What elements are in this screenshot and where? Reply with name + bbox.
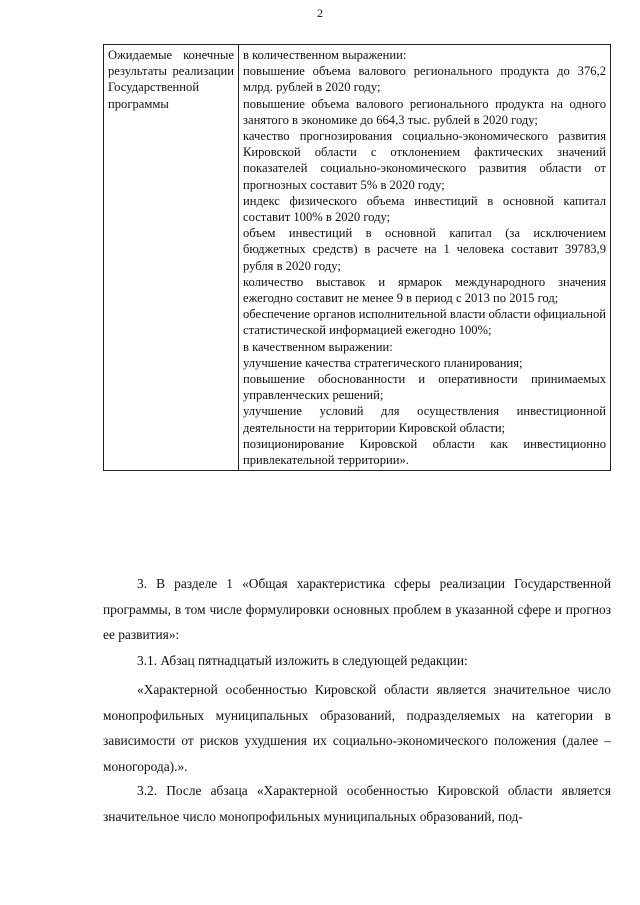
goal-line: повышение объема валового регионального продукта на одного занятого в экономике до 664,3 тыс. рублей в 2020 году; [243,96,606,127]
goal-line: улучшение качества стратегического планирования; [243,355,523,370]
goals-table [103,44,611,471]
paragraph-text: 3.2. После абзаца «Характерной особенностью Кировской области является значительное число монопрофильных муниципальных образований, под- [103,783,611,824]
goal-line: улучшение условий для осуществления инвестиционной деятельности на территории Кировской области; [243,404,606,435]
goals-values-cell [239,45,611,471]
section-3-paragraph [103,571,611,648]
goal-line: в количественном выражении: [243,48,407,62]
page-number: 2 [317,6,323,20]
goal-line: качество прогнозирования социально-экономического развития Кировской области с отклонением фактических значений показателей социально-экономического развития области от прогнозных составит 5% в 2020 году; [243,129,606,192]
goal-line: в качественном выражении: [243,339,393,354]
goals-label-cell: Ожидаемые конечные результаты реализации Государственной программы [104,45,239,471]
section-3-1-paragraph [103,648,611,674]
paragraph-text: 3.1. Абзац пятнадцатый изложить в следующей редакции: [137,653,468,668]
goal-line: повышение обоснованности и оперативности принимаемых управленческих решений; [243,372,606,403]
goal-line: количество выставок и ярмарок международного значения ежегодно составит не менее 9 в период с 2013 по 2015 год; [243,274,606,306]
goal-line: индекс физического объема инвестиций в основной капитал составит 100% в 2020 году; [243,193,606,225]
paragraph-text: «Характерной особенностью Кировской области является значительное число монопрофильных муниципальных образований, подразделяемых на категории в зависимости от рисков ухудшения их социально-экономического положения (далее – моногорода).». [103,682,611,774]
section-3-2-paragraph [103,778,611,829]
goal-line: повышение объема валового регионального продукта до 376,2 млрд. рублей в 2020 году; [243,64,606,95]
quoted-paragraph [103,677,611,779]
table-row [104,45,611,471]
goal-line: позиционирование Кировской области как инвестиционно привлекательной территории». [243,436,606,468]
goal-line: обеспечение органов исполнительной власти области официальной статистической информацией ежегодно 100%; [243,307,606,338]
paragraph-text: 3. В разделе 1 «Общая характеристика сферы реализации Государственной программы, в том числе формулировки основных проблем в указанной сфере и прогноз ее развития»: [103,576,611,642]
goal-line: объем инвестиций в основной капитал (за исключением бюджетных средств) в расчете на 1 человека составит 39783,9 рубля в 2020 году; [243,226,606,273]
